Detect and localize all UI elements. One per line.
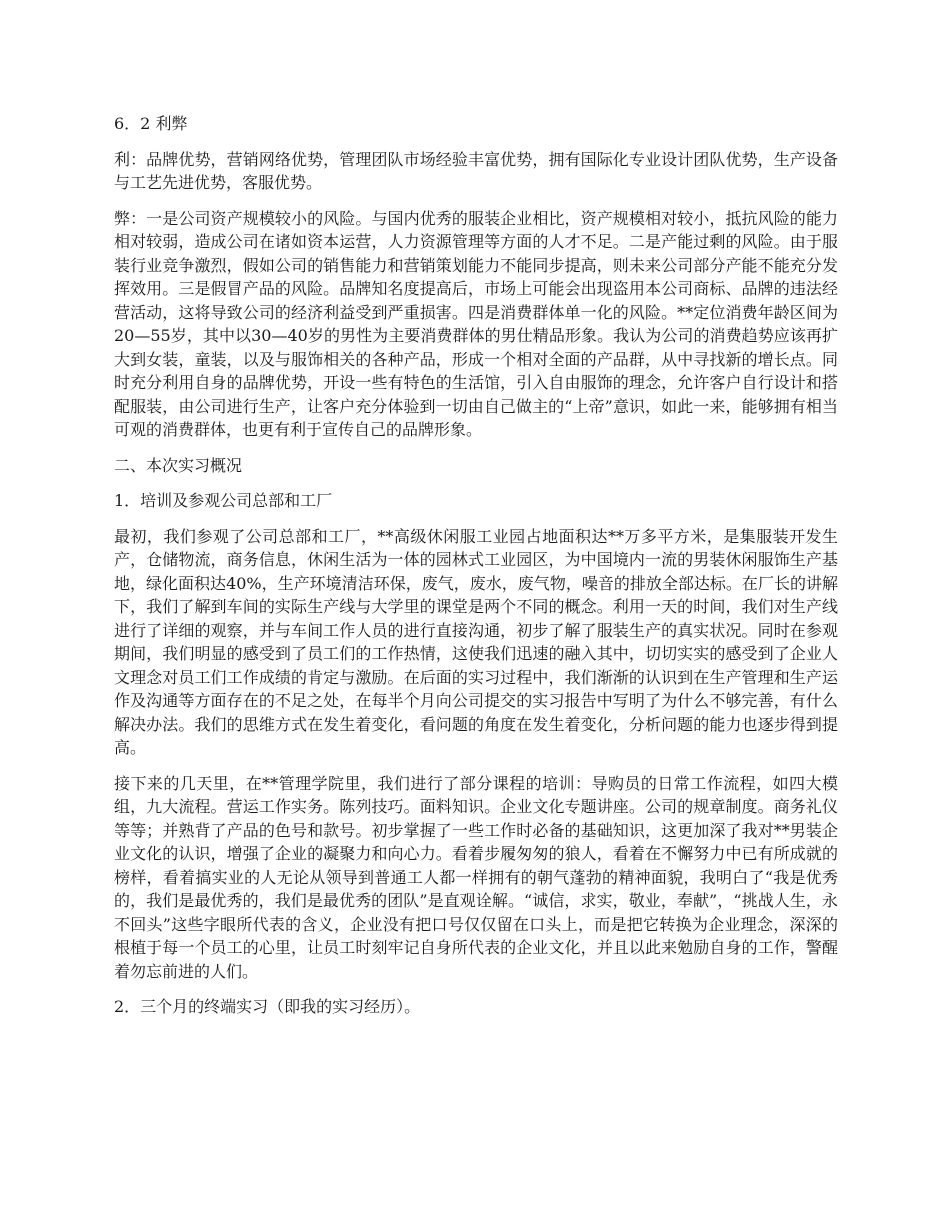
advantages-paragraph: 利：品牌优势，营销网络优势，管理团队市场经验丰富优势，拥有国际化专业设计团队优势，生产设备与工艺先进优势，客服优势。 [114, 149, 838, 192]
visit-paragraph: 最初，我们参观了公司总部和工厂，**高级休闲服工业园占地面积达**万多平方米，是集服装开发生产，仓储物流，商务信息，休闲生活为一体的园林式工业园区，为中国境内一流的男装休闲服饰生产基地，绿化面积达40%，生产环境清洁环保，废气，废水，废气物，噪音的排放全部达标。在厂长的讲解下，我们了解到车间的实际生产线与大学里的课堂是两个不同的概念。利用一天的时间，我们对生产线进行了详细的观察，并与车间工作人员的进行直接沟通，初步了解了服装生产的真实状况。同时在参观期间，我们明显的感受到了员工们的工作热情，这使我们迅速的融入其中，切切实实的感受到了企业人文理念对员工们工作成绩的肯定与激励。在后面的实习过程中，我们渐渐的认识到在生产管理和生产运作及沟通等方面存在的不足之处，在每半个月向公司提交的实习报告中写明了为什么不够完善，有什么解决办法。我们的思维方式在发生着变化，看问题的角度在发生着变化，分析问题的能力也逐步得到提高。 [114, 526, 838, 757]
section-2-title: 二、本次实习概况 [114, 455, 243, 475]
disadvantages-paragraph: 弊：一是公司资产规模较小的风险。与国内优秀的服装企业相比，资产规模相对较小，抵抗风险的能力相对较弱，造成公司在诸如资本运营，人力资源管理等方面的人才不足。二是产能过剩的风险。由于服装行业竞争激烈，假如公司的销售能力和营销策划能力不能同步提高，则未来公司部分产能不能充分发挥效用。三是假冒产品的风险。品牌知名度提高后，市场上可能会出现盗用本公司商标、品牌的违法经营活动，这将导致公司的经济利益受到严重损害。四是消费群体单一化的风险。**定位消费年龄区间为20—55岁，其中以30—40岁的男性为主要消费群体的男仕精品形象。我认为公司的消费趋势应该再扩大到女装，童装，以及与服饰相关的各种产品，形成一个相对全面的产品群，从中寻找新的增长点。同时充分利用自身的品牌优势，开设一些有特色的生活馆，引入自由服饰的理念，允许客户自行设计和搭配服装，由公司进行生产，让客户充分体验到一切由自己做主的“上帝”意识，如此一来，能够拥有相当可观的消费群体，也更有利于宣传自己的品牌形象。 [114, 208, 838, 439]
subsection-2-title: 2．三个月的终端实习（即我的实习经历）。 [114, 997, 421, 1016]
training-paragraph: 接下来的几天里，在**管理学院里，我们进行了部分课程的培训：导购员的日常工作流程，如四大模组，九大流程。营运工作实务。陈列技巧。面料知识。企业文化专题讲座。公司的规章制度。商务礼仪等等；并熟背了产品的色号和款号。初步掌握了一些工作时必备的基础知识，这更加深了我对**男装企业文化的认识，增强了企业的凝聚力和向心力。看着步履匆匆的狼人，看着在不懈努力中已有所成就的榜样，看着搞实业的人无论从领导到普通工人都一样拥有的朝气蓬勃的精神面貌，我明白了“我是优秀的，我们是最优秀的，我们是最优秀的团队”是直观诠解。“诚信，求实，敬业，奉献”，“挑战人生，永不回头”这些字眼所代表的含义，企业没有把口号仅仅留在口头上，而是把它转换为企业理念，深深的根植于每一个员工的心里，让员工时刻牢记自身所代表的企业文化，并且以此来勉励自身的工作，警醒着勿忘前进的人们。 [114, 773, 838, 981]
section-6-2-title: 6．2 利弊 [114, 114, 188, 133]
subsection-1-title: 1．培训及参观公司总部和工厂 [114, 491, 333, 510]
